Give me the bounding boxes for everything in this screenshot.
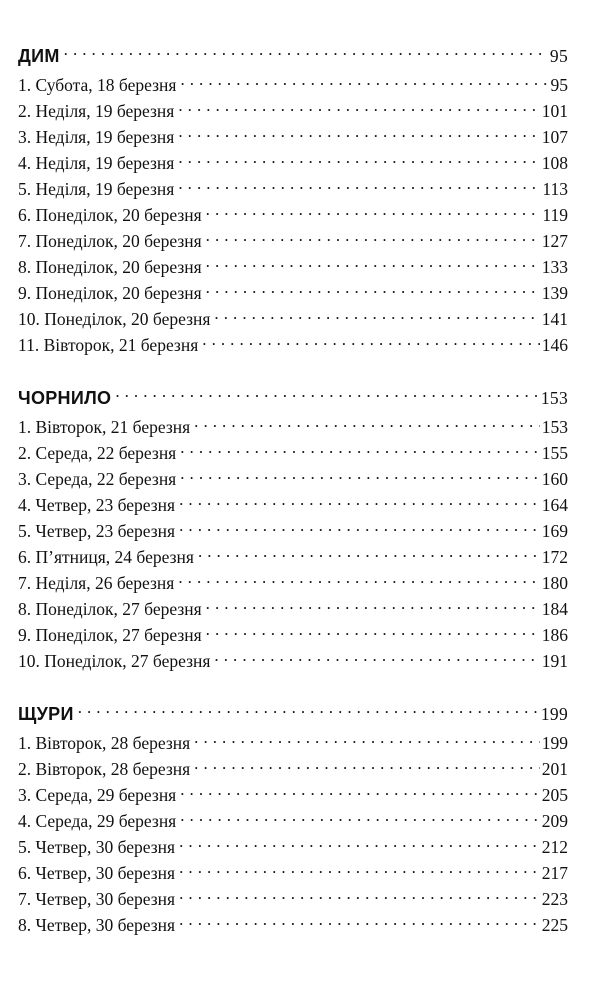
entry-label: 1. Субота, 18 березня bbox=[18, 75, 177, 95]
page-number: 199 bbox=[540, 704, 568, 724]
page-number: 119 bbox=[542, 205, 568, 225]
toc-entry bbox=[18, 912, 568, 938]
page-number: 169 bbox=[541, 521, 568, 541]
page-number: 127 bbox=[541, 231, 568, 251]
page-number: 186 bbox=[541, 625, 568, 645]
toc-entry bbox=[18, 440, 568, 466]
page-number: 160 bbox=[541, 469, 568, 489]
toc-entry bbox=[18, 808, 568, 834]
dot-leader bbox=[180, 468, 540, 486]
toc-entry bbox=[18, 280, 568, 306]
page-number: 172 bbox=[541, 547, 568, 567]
entry-label: 10. Понеділок, 27 березня bbox=[18, 651, 211, 671]
dot-leader bbox=[206, 598, 540, 616]
dot-leader bbox=[179, 520, 540, 538]
dot-leader bbox=[180, 810, 540, 828]
toc-entry bbox=[18, 860, 568, 886]
dot-leader bbox=[206, 230, 540, 248]
page-number: 164 bbox=[541, 495, 568, 515]
page-number: 107 bbox=[541, 127, 568, 147]
page-number: 205 bbox=[541, 785, 568, 805]
toc-entry bbox=[18, 414, 568, 440]
entry-label: 11. Вівторок, 21 березня bbox=[18, 335, 199, 355]
dot-leader bbox=[179, 888, 540, 906]
dot-leader bbox=[206, 624, 540, 642]
page-number: 101 bbox=[541, 101, 568, 121]
toc-entry bbox=[18, 492, 568, 518]
page-number: 225 bbox=[541, 915, 568, 935]
entry-label: 10. Понеділок, 20 березня bbox=[18, 309, 211, 329]
dot-leader bbox=[206, 256, 540, 274]
dot-leader bbox=[179, 836, 540, 854]
dot-leader bbox=[214, 650, 539, 668]
section-title: ДИМ bbox=[18, 46, 60, 66]
entry-label: 2. Неділя, 19 березня bbox=[18, 101, 175, 121]
toc-entry bbox=[18, 756, 568, 782]
toc-entry bbox=[18, 622, 568, 648]
page-number: 180 bbox=[541, 573, 568, 593]
entry-label: 2. Вівторок, 28 березня bbox=[18, 759, 191, 779]
page-number: 184 bbox=[541, 599, 568, 619]
toc-section bbox=[18, 384, 568, 674]
dot-leader bbox=[178, 572, 539, 590]
entry-label: 3. Середа, 22 березня bbox=[18, 469, 177, 489]
dot-leader bbox=[180, 784, 540, 802]
dot-leader bbox=[178, 100, 539, 118]
dot-leader bbox=[214, 308, 539, 326]
page-number: 217 bbox=[541, 863, 568, 883]
dot-leader bbox=[178, 178, 540, 196]
section-heading bbox=[18, 384, 568, 412]
entry-label: 5. Четвер, 23 березня bbox=[18, 521, 176, 541]
dot-leader bbox=[194, 732, 540, 750]
page-number: 133 bbox=[541, 257, 568, 277]
dot-leader bbox=[206, 282, 540, 300]
dot-leader bbox=[179, 862, 540, 880]
page-number: 113 bbox=[542, 179, 568, 199]
page-number: 201 bbox=[541, 759, 568, 779]
toc-entry bbox=[18, 72, 568, 98]
dot-leader bbox=[179, 494, 540, 512]
toc-entry bbox=[18, 834, 568, 860]
dot-leader bbox=[180, 74, 548, 92]
entry-label: 7. Четвер, 30 березня bbox=[18, 889, 176, 909]
page-number: 108 bbox=[541, 153, 568, 173]
page-number: 95 bbox=[549, 46, 568, 66]
dot-leader bbox=[194, 758, 540, 776]
toc-entry bbox=[18, 228, 568, 254]
entry-label: 9. Понеділок, 20 березня bbox=[18, 283, 202, 303]
dot-leader bbox=[78, 702, 539, 720]
page-number: 153 bbox=[541, 417, 568, 437]
dot-leader bbox=[206, 204, 541, 222]
entry-label: 4. Неділя, 19 березня bbox=[18, 153, 175, 173]
toc-entry bbox=[18, 150, 568, 176]
dot-leader bbox=[180, 442, 540, 460]
entry-label: 6. Четвер, 30 березня bbox=[18, 863, 176, 883]
entry-label: 1. Вівторок, 28 березня bbox=[18, 733, 191, 753]
entry-label: 8. Понеділок, 27 березня bbox=[18, 599, 202, 619]
toc-entry bbox=[18, 730, 568, 756]
toc-entry bbox=[18, 782, 568, 808]
page-number: 191 bbox=[541, 651, 568, 671]
page-number: 155 bbox=[541, 443, 568, 463]
toc-entry bbox=[18, 306, 568, 332]
entry-label: 6. П’ятниця, 24 березня bbox=[18, 547, 194, 567]
toc-entry bbox=[18, 570, 568, 596]
toc-entry bbox=[18, 544, 568, 570]
page-number: 212 bbox=[541, 837, 568, 857]
toc-entry bbox=[18, 176, 568, 202]
entry-label: 9. Понеділок, 27 березня bbox=[18, 625, 202, 645]
table-of-contents bbox=[18, 42, 568, 938]
toc-entry bbox=[18, 332, 568, 358]
entry-label: 5. Четвер, 30 березня bbox=[18, 837, 176, 857]
page-number: 209 bbox=[541, 811, 568, 831]
section-title: ЧОРНИЛО bbox=[18, 388, 112, 408]
entry-label: 4. Четвер, 23 березня bbox=[18, 495, 176, 515]
entry-label: 1. Вівторок, 21 березня bbox=[18, 417, 191, 437]
entry-label: 2. Середа, 22 березня bbox=[18, 443, 177, 463]
entry-label: 8. Четвер, 30 березня bbox=[18, 915, 176, 935]
dot-leader bbox=[64, 44, 548, 62]
toc-entry bbox=[18, 202, 568, 228]
page-number: 95 bbox=[550, 75, 568, 95]
entry-label: 3. Середа, 29 березня bbox=[18, 785, 177, 805]
toc-entry bbox=[18, 648, 568, 674]
page-number: 153 bbox=[540, 388, 568, 408]
toc-entry bbox=[18, 886, 568, 912]
toc-entry bbox=[18, 466, 568, 492]
dot-leader bbox=[178, 152, 539, 170]
page-number: 141 bbox=[541, 309, 568, 329]
entry-label: 4. Середа, 29 березня bbox=[18, 811, 177, 831]
toc-entry bbox=[18, 254, 568, 280]
dot-leader bbox=[179, 914, 540, 932]
toc-section bbox=[18, 42, 568, 358]
toc-section bbox=[18, 700, 568, 938]
dot-leader bbox=[198, 546, 540, 564]
toc-entry bbox=[18, 518, 568, 544]
dot-leader bbox=[115, 386, 539, 404]
entry-label: 7. Неділя, 26 березня bbox=[18, 573, 175, 593]
entry-label: 7. Понеділок, 20 березня bbox=[18, 231, 202, 251]
section-title: ЩУРИ bbox=[18, 704, 74, 724]
toc-entry bbox=[18, 596, 568, 622]
toc-entry bbox=[18, 98, 568, 124]
entry-label: 6. Понеділок, 20 березня bbox=[18, 205, 202, 225]
dot-leader bbox=[178, 126, 539, 144]
page-number: 139 bbox=[541, 283, 568, 303]
entry-label: 3. Неділя, 19 березня bbox=[18, 127, 175, 147]
section-heading bbox=[18, 700, 568, 728]
page-number: 146 bbox=[541, 335, 568, 355]
entry-label: 5. Неділя, 19 березня bbox=[18, 179, 175, 199]
page-number: 223 bbox=[541, 889, 568, 909]
section-heading bbox=[18, 42, 568, 70]
entry-label: 8. Понеділок, 20 березня bbox=[18, 257, 202, 277]
toc-entry bbox=[18, 124, 568, 150]
dot-leader bbox=[194, 416, 540, 434]
page-number: 199 bbox=[541, 733, 568, 753]
dot-leader bbox=[202, 334, 539, 352]
